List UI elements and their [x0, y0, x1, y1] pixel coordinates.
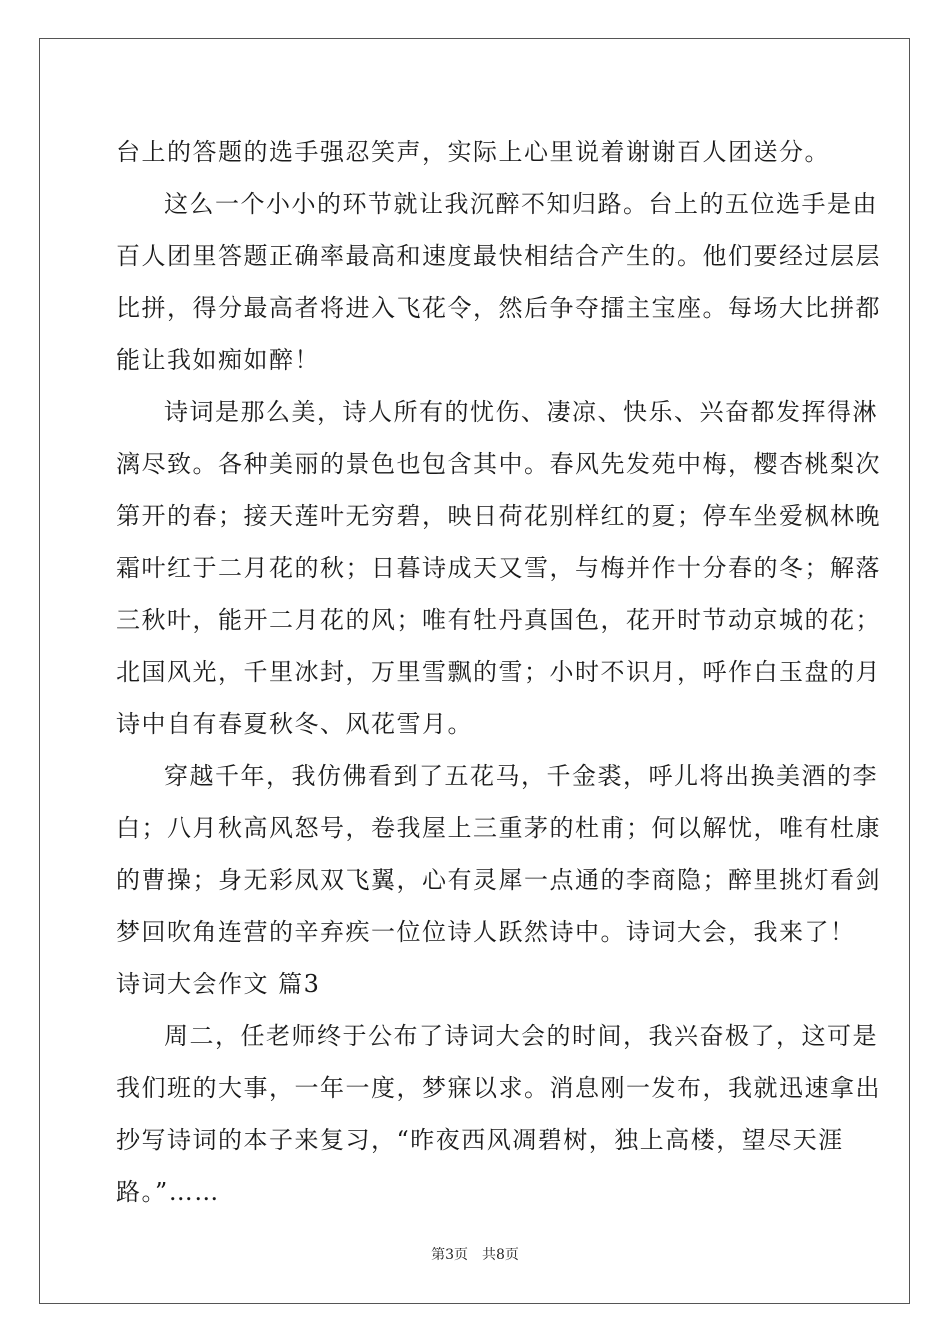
text-line: 穿越千年，我仿佛看到了五花马，千金裘，呼儿将出换美酒的李 [164, 762, 878, 790]
page-number: 第3页 [431, 1247, 468, 1263]
text-line: 周二，任老师终于公布了诗词大会的时间，我兴奋极了，这可是 [164, 1022, 878, 1050]
text-line: 这么一个小小的环节就让我沉醉不知归路。台上的五位选手是由 [164, 190, 878, 218]
text-line: 诗中自有春夏秋冬、风花雪月。 [116, 710, 473, 738]
page-total: 共8页 [482, 1247, 519, 1263]
text-line: 霜叶红于二月花的秋；日暮诗成天又雪，与梅并作十分春的冬；解落 [116, 554, 881, 582]
text-line: 的曹操；身无彩凤双飞翼，心有灵犀一点通的李商隐；醉里挑灯看剑 [116, 866, 881, 894]
text-line: 能让我如痴如醉！ [116, 346, 320, 374]
text-line: 诗词是那么美，诗人所有的忧伤、凄凉、快乐、兴奋都发挥得淋 [164, 398, 878, 426]
text-line: 百人团里答题正确率最高和速度最快相结合产生的。他们要经过层层 [116, 242, 881, 270]
text-line: 诗词大会作文 篇3 [116, 970, 321, 998]
text-line: 第开的春；接天莲叶无穷碧，映日荷花别样红的夏；停车坐爱枫林晚 [116, 502, 881, 530]
text-line: 我们班的大事，一年一度，梦寐以求。消息刚一发布，我就迅速拿出 [116, 1074, 881, 1102]
document-body [116, 126, 881, 1218]
text-line: 抄写诗词的本子来复习，“昨夜西风凋碧树，独上高楼，望尽天涯 [116, 1126, 844, 1154]
text-line: 白；八月秋高风怒号，卷我屋上三重茅的杜甫；何以解忧，唯有杜康 [116, 814, 881, 842]
text-line: 比拼，得分最高者将进入飞花令，然后争夺擂主宝座。每场大比拼都 [116, 294, 881, 322]
text-line: 漓尽致。各种美丽的景色也包含其中。春风先发苑中梅，樱杏桃梨次 [116, 450, 881, 478]
text-line: 三秋叶，能开二月花的风；唯有牡丹真国色，花开时节动京城的花； [116, 606, 881, 634]
page-footer [0, 1244, 950, 1264]
text-line: 梦回吹角连营的辛弃疾一位位诗人跃然诗中。诗词大会，我来了！ [116, 918, 856, 946]
text-line: 北国风光，千里冰封，万里雪飘的雪；小时不识月，呼作白玉盘的月 [116, 658, 881, 686]
text-line: 路。”…… [116, 1178, 220, 1206]
text-line: 台上的答题的选手强忍笑声，实际上心里说着谢谢百人团送分。 [116, 138, 830, 166]
